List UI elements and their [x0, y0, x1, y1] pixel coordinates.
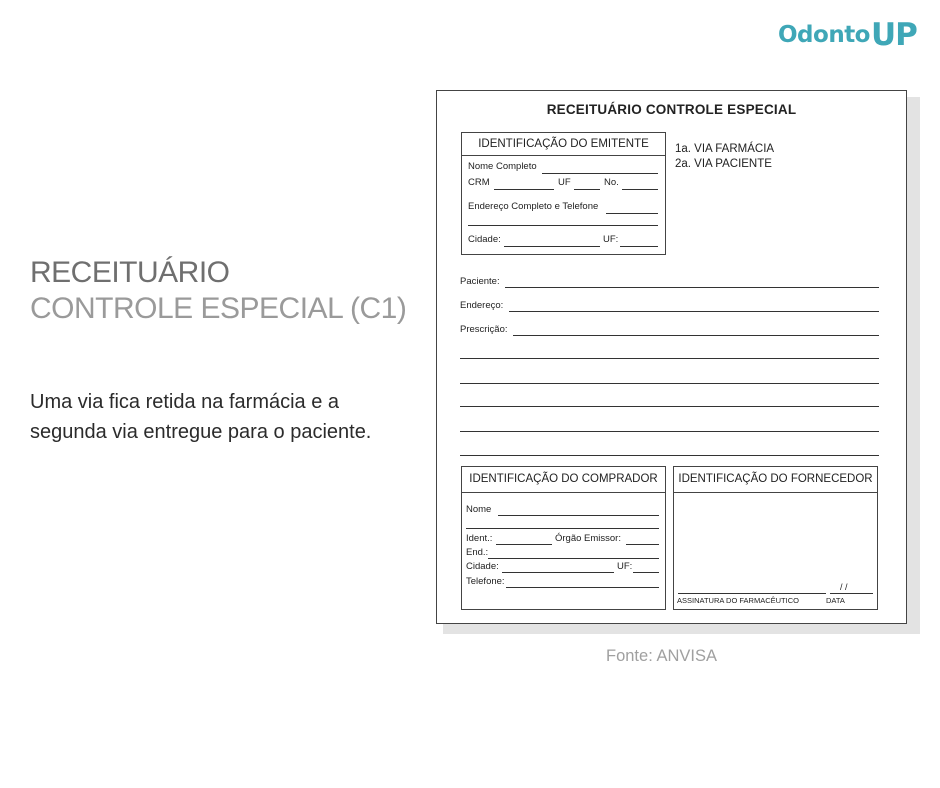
- via-paciente: 2a. VIA PACIENTE: [675, 158, 772, 170]
- form-title: RECEITUÁRIO CONTROLE ESPECIAL: [546, 102, 797, 117]
- heading-line-2: CONTROLE ESPECIAL (C1): [30, 292, 407, 325]
- field-uf: UF: [558, 177, 571, 188]
- fornecedor-header: IDENTIFICAÇÃO DO FORNECEDOR: [674, 467, 877, 493]
- field-endereco: Endereço:: [460, 300, 504, 311]
- field-comprador-uf: UF:: [617, 561, 633, 572]
- field-crm: CRM: [468, 177, 490, 188]
- field-uf-cidade: UF:: [603, 234, 619, 245]
- field-orgao-emissor: Órgão Emissor:: [555, 533, 621, 544]
- logo-accent: UP: [871, 17, 917, 53]
- odontoup-logo: [778, 17, 917, 53]
- field-paciente: Paciente:: [460, 276, 500, 287]
- via-farmacia: 1a. VIA FARMÁCIA: [675, 143, 775, 155]
- field-telefone: Telefone:: [466, 576, 505, 587]
- field-end: End.:: [466, 547, 489, 558]
- fornecedor-box: [673, 466, 878, 610]
- comprador-box: [461, 466, 666, 610]
- field-cidade: Cidade:: [468, 234, 501, 245]
- source-caption: Fonte: ANVISA: [606, 647, 717, 665]
- field-comprador-nome: Nome: [466, 504, 492, 515]
- emitente-header: IDENTIFICAÇÃO DO EMITENTE: [462, 133, 665, 156]
- logo-text: Odonto: [778, 22, 870, 48]
- prescription-form: [436, 90, 907, 624]
- date-label: DATA: [826, 596, 845, 605]
- field-nome-completo: Nome Completo: [468, 161, 537, 172]
- field-comprador-cidade: Cidade:: [466, 561, 499, 572]
- field-endereco-completo: Endereço Completo e Telefone: [468, 201, 599, 212]
- heading-line-1: RECEITUÁRIO: [30, 256, 230, 289]
- comprador-header: IDENTIFICAÇÃO DO COMPRADOR: [462, 467, 665, 493]
- date-slashes: / /: [840, 582, 848, 592]
- signature-label: ASSINATURA DO FARMACÊUTICO: [677, 596, 799, 605]
- field-prescricao: Prescrição:: [460, 324, 508, 335]
- field-no: No.: [604, 177, 619, 188]
- field-ident: Ident.:: [466, 533, 493, 544]
- emitente-box: [461, 132, 666, 255]
- description: Uma via fica retida na farmácia e a segunda via entregue para o paciente.: [30, 391, 372, 443]
